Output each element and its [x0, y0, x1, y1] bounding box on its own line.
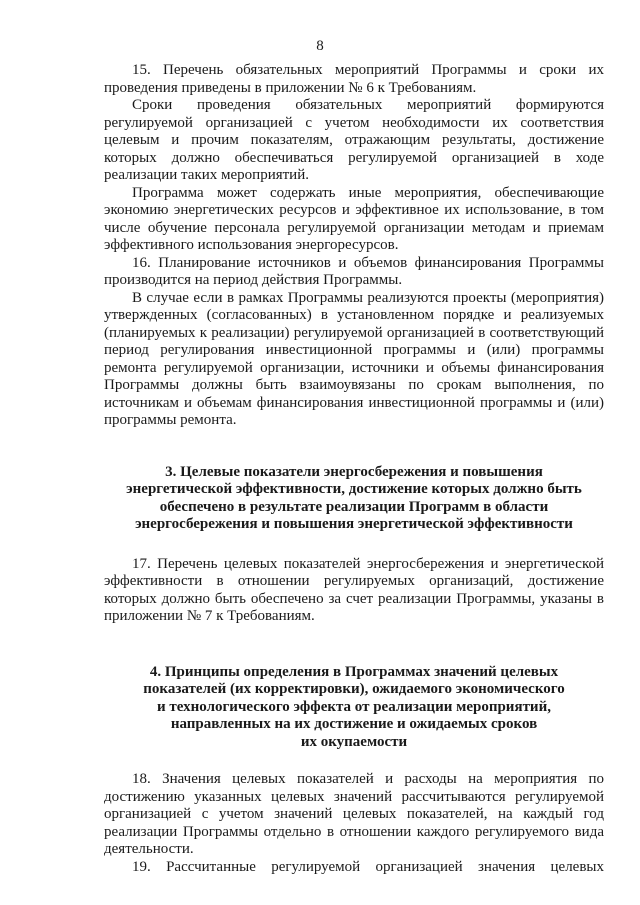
document-body — [104, 62, 604, 876]
section-4-heading-line: направленных на их достижение и ожидаемых сроков — [170, 716, 538, 732]
paragraph-18: 18. Значения целевых показателей и расходы на мероприятия по достижению указанных целевых значений рассчитываются регулируемой организацией с учетом значений целевых показателей, на каждый год реализации Программы отдельно в отношении каждого регулируемого вида деятельности. — [104, 771, 604, 857]
paragraph-19: 19. Рассчитанные регулируемой организацией значения целевых — [132, 858, 604, 875]
paragraph-17: 17. Перечень целевых показателей энергосбережения и энергетической эффективности в отношении регулируемых организаций, достижение которых должно быть обеспечено за счет реализации Программы, указаны в приложении № 7 к Требованиям. — [104, 555, 604, 624]
section-4-heading-line: их окупаемости — [300, 733, 408, 750]
paragraph-16: 16. Планирование источников и объемов финансирования Программы производится на период действия Программы. — [104, 254, 604, 288]
section-4-heading-line: и технологического эффекта от реализации мероприятий, — [157, 698, 551, 715]
section-3-heading — [104, 464, 604, 534]
section-3-heading-line: энергосбережения и повышения энергетической эффективности — [135, 516, 573, 532]
section-3-heading-line: 3. Целевые показатели энергосбережения и повышения — [165, 463, 543, 480]
section-4-heading — [104, 664, 604, 752]
section-3-heading-line: обеспечено в результате реализации Программ в области — [159, 498, 549, 515]
section-3-heading-line: энергетической эффективности, достижение которых должно быть — [126, 481, 582, 497]
paragraph-financing: В случае если в рамках Программы реализуются проекты (мероприятия) утвержденных (согласованных) в установленном порядке и реализуемых (планируемых к реализации) регулируемой организацией в соответствующий период регулирования инвестиционной программы и (или) программы ремонта регулируемой организации, источники и объемы финансирования Программы должны быть взаимоувязаны по срокам выполнения, по источникам и объемам финансирования инвестиционной программы и (или) программы ремонта. — [104, 289, 604, 428]
paragraph-deadlines: Сроки проведения обязательных мероприятий формируются регулируемой организацией с учетом необходимости их соответствия целевым и прочим показателям, отражающим результаты, достижение которых должно обеспечиваться регулируемой организацией в ходе реализации таких мероприятий. — [104, 97, 604, 183]
section-4-heading-line: показателей (их корректировки), ожидаемого экономического — [143, 681, 565, 697]
paragraph-other-measures: Программа может содержать иные мероприятия, обеспечивающие экономию энергетических ресурсов и эффективное их использование, в том числе обучение персонала регулируемой организации методам и приемам эффективного использования энергоресурсов. — [104, 184, 604, 253]
page-number: 8 — [316, 38, 324, 54]
section-4-heading-line: 4. Принципы определения в Программах значений целевых — [149, 663, 559, 680]
paragraph-15: 15. Перечень обязательных мероприятий Программы и сроки их проведения приведены в приложении № 6 к Требованиям. — [104, 62, 604, 96]
